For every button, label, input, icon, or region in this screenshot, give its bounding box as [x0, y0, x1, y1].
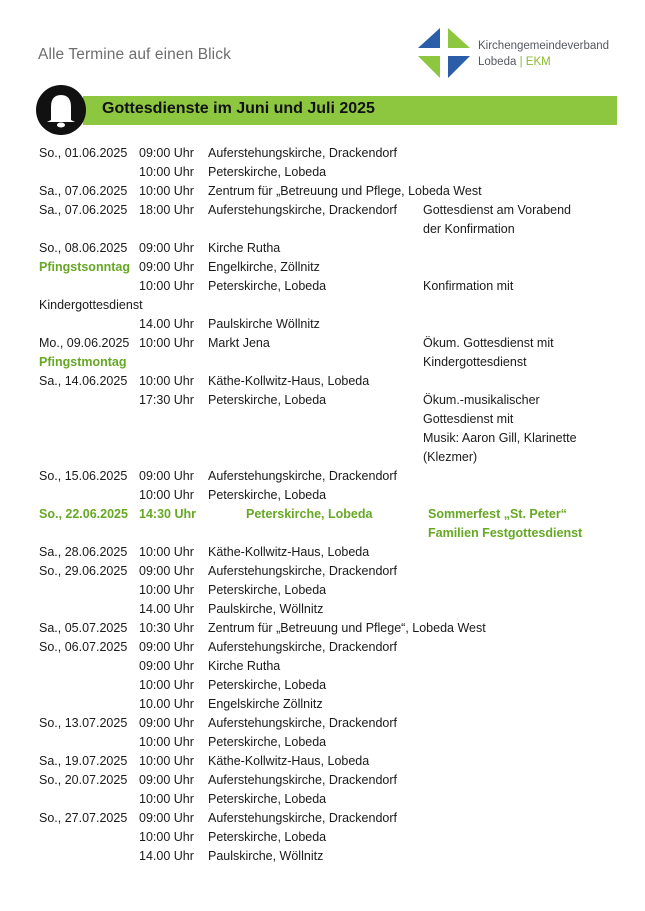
service-location: Peterskirche, Lobeda	[246, 507, 373, 521]
service-date: Sa., 05.07.2025	[39, 621, 128, 635]
service-date: So., 20.07.2025	[39, 773, 128, 787]
service-note: Gottesdienst mit	[423, 412, 514, 426]
service-time: 10:00 Uhr	[139, 336, 194, 350]
schedule-row	[0, 488, 645, 507]
service-location: Peterskirche, Lobeda	[208, 583, 327, 597]
schedule-row	[0, 412, 645, 431]
service-date: So., 15.06.2025	[39, 469, 128, 483]
schedule-row	[0, 697, 645, 716]
service-time: 14.00 Uhr	[139, 602, 194, 616]
service-note: (Klezmer)	[423, 450, 478, 464]
service-location: Paulskirche, Wöllnitz	[208, 602, 324, 616]
service-note: Konfirmation mit	[423, 279, 514, 293]
schedule-row	[0, 754, 645, 773]
schedule-row	[0, 564, 645, 583]
service-time: 10:30 Uhr	[139, 621, 194, 635]
service-location: Auferstehungskirche, Drackendorf	[208, 469, 397, 483]
schedule-row	[0, 279, 645, 298]
service-time: 18:00 Uhr	[139, 203, 194, 217]
service-location: Peterskirche, Lobeda	[208, 792, 327, 806]
logo-text-line2	[478, 56, 551, 68]
schedule-row	[0, 260, 645, 279]
schedule-row	[0, 849, 645, 868]
service-time: 10:00 Uhr	[139, 792, 194, 806]
service-time: 10:00 Uhr	[139, 545, 194, 559]
service-location: Peterskirche, Lobeda	[208, 165, 327, 179]
service-location: Engelkirche, Zöllnitz	[208, 260, 320, 274]
service-date: Pfingstmontag	[39, 355, 127, 369]
service-time: 10:00 Uhr	[139, 184, 194, 198]
service-location: Paulskirche Wöllnitz	[208, 317, 320, 331]
service-location: Zentrum für „Betreuung und Pflege, Lobeda West	[208, 184, 482, 198]
service-location: Markt Jena	[208, 336, 270, 350]
service-date: Sa., 19.07.2025	[39, 754, 128, 768]
service-location: Auferstehungskirche, Drackendorf	[208, 773, 397, 787]
service-time: 10:00 Uhr	[139, 735, 194, 749]
schedule-row	[0, 146, 645, 165]
service-time: 10:00 Uhr	[139, 165, 194, 179]
schedule-row	[0, 184, 645, 203]
service-location: Auferstehungskirche, Drackendorf	[208, 716, 397, 730]
service-location: Käthe-Kollwitz-Haus, Lobeda	[208, 754, 370, 768]
service-note: Ökum.-musikalischer	[423, 393, 540, 407]
service-time: 10:00 Uhr	[139, 583, 194, 597]
schedule-row	[0, 659, 645, 678]
service-date: So., 06.07.2025	[39, 640, 128, 654]
service-date: So., 01.06.2025	[39, 146, 128, 160]
service-note: Familien Festgottesdienst	[428, 526, 583, 540]
service-location: Käthe-Kollwitz-Haus, Lobeda	[208, 374, 370, 388]
service-time: 17:30 Uhr	[139, 393, 194, 407]
service-location: Paulskirche, Wöllnitz	[208, 849, 324, 863]
schedule-row	[0, 203, 645, 222]
service-location: Peterskirche, Lobeda	[208, 488, 327, 502]
service-time: 14.00 Uhr	[139, 849, 194, 863]
schedule-row	[0, 450, 645, 469]
schedule-row	[0, 355, 645, 374]
schedule-row	[0, 716, 645, 735]
schedule-row	[0, 545, 645, 564]
service-note: Ökum. Gottesdienst mit	[423, 336, 554, 350]
service-date: So., 29.06.2025	[39, 564, 128, 578]
service-location: Peterskirche, Lobeda	[208, 830, 327, 844]
service-date: Sa., 14.06.2025	[39, 374, 128, 388]
schedule-row	[0, 393, 645, 412]
logo-text-ekm: EKM	[525, 56, 551, 68]
service-time: 10:00 Uhr	[139, 678, 194, 692]
schedule-row	[0, 602, 645, 621]
service-note: Sommerfest „St. Peter“	[428, 507, 567, 521]
service-time: 14:30 Uhr	[139, 507, 196, 521]
service-time: 10:00 Uhr	[139, 830, 194, 844]
service-location: Kirche Rutha	[208, 241, 281, 255]
service-time: 09:00 Uhr	[139, 640, 194, 654]
logo-text-lobeda: Lobeda	[478, 56, 517, 68]
schedule-row	[0, 469, 645, 488]
schedule-row	[0, 222, 645, 241]
bell-icon	[35, 84, 87, 136]
schedule-row	[0, 298, 645, 317]
service-date: Sa., 28.06.2025	[39, 545, 128, 559]
service-time: 09:00 Uhr	[139, 564, 194, 578]
schedule-row	[0, 583, 645, 602]
schedule-row	[0, 507, 645, 526]
service-time: 09:00 Uhr	[139, 716, 194, 730]
schedule-row	[0, 735, 645, 754]
schedule-row	[0, 374, 645, 393]
schedule-row	[0, 621, 645, 640]
service-time: 09:00 Uhr	[139, 469, 194, 483]
service-date: Kindergottesdienst	[39, 298, 143, 312]
service-date: Sa., 07.06.2025	[39, 184, 128, 198]
service-location: Peterskirche, Lobeda	[208, 678, 327, 692]
service-date: So., 22.06.2025	[39, 507, 128, 521]
service-time: 09:00 Uhr	[139, 241, 194, 255]
service-note: Musik: Aaron Gill, Klarinette	[423, 431, 577, 445]
service-note: Gottesdienst am Vorabend	[423, 203, 572, 217]
page-header-title: Alle Termine auf einen Blick	[38, 46, 231, 63]
service-location: Engelskirche Zöllnitz	[208, 697, 323, 711]
service-time: 09:00 Uhr	[139, 659, 194, 673]
service-note: der Konfirmation	[423, 222, 515, 236]
service-time: 10:00 Uhr	[139, 754, 194, 768]
schedule-row	[0, 317, 645, 336]
schedule-row	[0, 830, 645, 849]
schedule-row	[0, 165, 645, 184]
logo-separator: |	[519, 56, 523, 68]
cross-logo-icon	[416, 26, 472, 80]
schedule-row	[0, 526, 645, 545]
logo-text-line1: Kirchengemeindeverband	[478, 40, 610, 52]
service-date: So., 08.06.2025	[39, 241, 128, 255]
service-date: Sa., 07.06.2025	[39, 203, 128, 217]
service-location: Käthe-Kollwitz-Haus, Lobeda	[208, 545, 370, 559]
service-time: 10:00 Uhr	[139, 488, 194, 502]
schedule-row	[0, 811, 645, 830]
service-date: Mo., 09.06.2025	[39, 336, 130, 350]
service-location: Peterskirche, Lobeda	[208, 279, 327, 293]
service-time: 10:00 Uhr	[139, 374, 194, 388]
service-location: Zentrum für „Betreuung und Pflege“, Lobeda West	[208, 621, 486, 635]
schedule-row	[0, 241, 645, 260]
schedule-row	[0, 336, 645, 355]
service-time: 10.00 Uhr	[139, 697, 194, 711]
service-time: 10:00 Uhr	[139, 279, 194, 293]
church-logo	[416, 26, 631, 80]
service-schedule	[0, 146, 645, 868]
schedule-row	[0, 773, 645, 792]
schedule-row	[0, 792, 645, 811]
section-title: Gottesdienste im Juni und Juli 2025	[102, 100, 375, 117]
service-time: 09:00 Uhr	[139, 260, 194, 274]
service-date: So., 13.07.2025	[39, 716, 128, 730]
service-location: Auferstehungskirche, Drackendorf	[208, 203, 397, 217]
schedule-row	[0, 431, 645, 450]
service-time: 09:00 Uhr	[139, 146, 194, 160]
service-location: Auferstehungskirche, Drackendorf	[208, 146, 397, 160]
service-location: Peterskirche, Lobeda	[208, 735, 327, 749]
service-time: 09:00 Uhr	[139, 811, 194, 825]
service-location: Auferstehungskirche, Drackendorf	[208, 811, 397, 825]
service-time: 09:00 Uhr	[139, 773, 194, 787]
schedule-row	[0, 640, 645, 659]
service-note: Kindergottesdienst	[423, 355, 527, 369]
service-location: Auferstehungskirche, Drackendorf	[208, 564, 397, 578]
service-date: So., 27.07.2025	[39, 811, 128, 825]
service-location: Auferstehungskirche, Drackendorf	[208, 640, 397, 654]
service-time: 14.00 Uhr	[139, 317, 194, 331]
service-location: Kirche Rutha	[208, 659, 281, 673]
service-location: Peterskirche, Lobeda	[208, 393, 327, 407]
service-date: Pfingstsonntag	[39, 260, 130, 274]
schedule-row	[0, 678, 645, 697]
